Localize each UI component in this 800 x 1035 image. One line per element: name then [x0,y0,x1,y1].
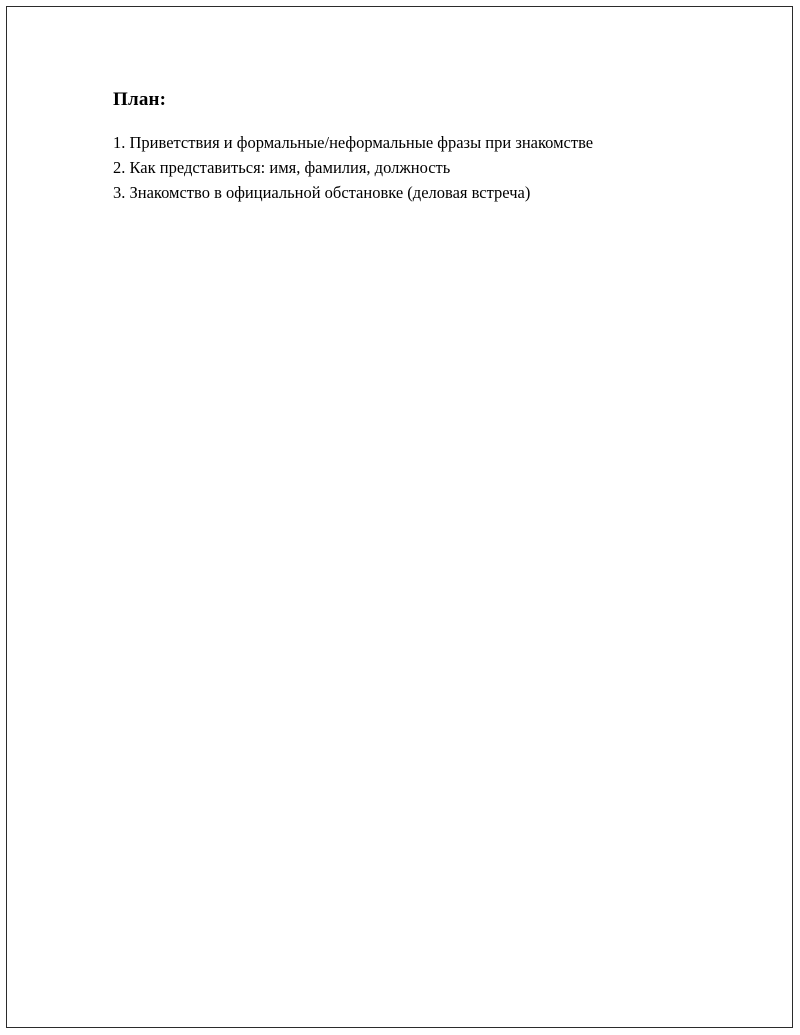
list-item [113,180,713,205]
plan-list [113,130,713,205]
list-item [113,155,713,180]
list-item-label: Как представиться: имя, фамилия, должность [129,158,451,177]
list-item-number: 1. [113,133,126,152]
page-title: План: [113,89,167,110]
document-body [113,88,713,205]
list-item-number: 3. [113,183,126,202]
list-item-number: 2. [113,158,126,177]
list-item-label: Приветствия и формальные/неформальные фразы при знакомстве [129,133,594,152]
list-item [113,130,713,155]
list-item-label: Знакомство в официальной обстановке (деловая встреча) [129,183,531,202]
